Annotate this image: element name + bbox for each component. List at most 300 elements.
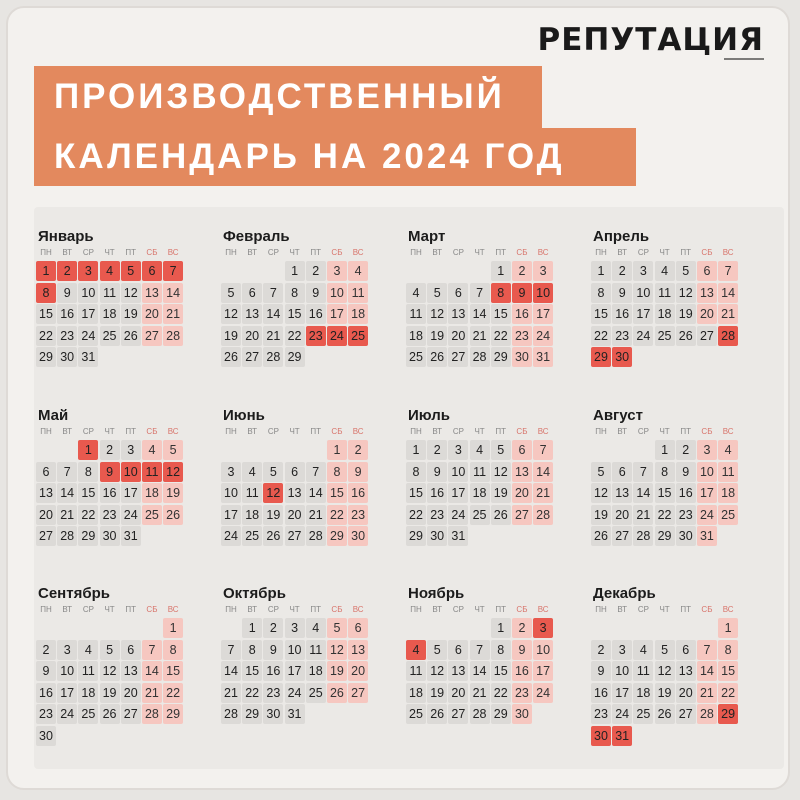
- day-cell: 5: [491, 440, 511, 460]
- holiday-day-cell: 4: [406, 640, 426, 660]
- day-cell: 26: [427, 347, 447, 367]
- day-cell: 18: [655, 304, 675, 324]
- empty-cell: [591, 618, 611, 638]
- weekday-label: СР: [267, 248, 279, 257]
- day-cell: 29: [285, 347, 305, 367]
- day-cell: 19: [121, 304, 141, 324]
- day-cell: 11: [306, 640, 326, 660]
- day-cell: 5: [221, 283, 241, 303]
- day-cell: 28: [633, 526, 653, 546]
- day-cell: 28: [263, 347, 283, 367]
- weekday-label: ЧТ: [104, 605, 115, 614]
- day-cell: 17: [612, 683, 632, 703]
- day-cell: 26: [591, 526, 611, 546]
- weekday-label: ВТ: [432, 248, 443, 257]
- day-cell: 5: [427, 640, 447, 660]
- brand-name: РЕПУТАЦИЯ: [537, 22, 764, 58]
- day-cell: 24: [633, 326, 653, 346]
- day-cell: 24: [612, 704, 632, 724]
- month-name: Май: [38, 407, 69, 424]
- day-cell: 23: [591, 704, 611, 724]
- weekday-label: СБ: [331, 605, 343, 614]
- day-cell: 11: [470, 462, 490, 482]
- month-block: [36, 406, 194, 546]
- day-cell: 2: [306, 261, 326, 281]
- calendar-board: [34, 207, 784, 769]
- weekend-day-cell: 14: [718, 283, 738, 303]
- day-cell: 15: [78, 483, 98, 503]
- day-cell: 6: [36, 462, 56, 482]
- empty-cell: [406, 261, 426, 281]
- weekend-day-cell: 28: [163, 326, 183, 346]
- weekend-day-cell: 3: [327, 261, 347, 281]
- weekday-label: СБ: [516, 427, 528, 436]
- day-cell: 22: [491, 326, 511, 346]
- weekend-day-cell: 3: [697, 440, 717, 460]
- weekend-day-cell: 30: [512, 347, 532, 367]
- weekday-label: ПТ: [680, 605, 692, 614]
- day-cell: 12: [427, 661, 447, 681]
- month-days-grid: [406, 261, 564, 367]
- day-cell: 10: [285, 640, 305, 660]
- day-cell: 4: [633, 640, 653, 660]
- weekday-header: [406, 426, 564, 438]
- day-cell: 17: [78, 304, 98, 324]
- weekend-day-cell: 17: [533, 661, 553, 681]
- day-cell: 29: [78, 526, 98, 546]
- day-cell: 11: [78, 661, 98, 681]
- day-cell: 4: [306, 618, 326, 638]
- day-cell: 5: [263, 462, 283, 482]
- day-cell: 28: [470, 347, 490, 367]
- day-cell: 8: [285, 283, 305, 303]
- day-cell: 22: [491, 683, 511, 703]
- month-name: Декабрь: [593, 585, 656, 602]
- day-cell: 26: [221, 347, 241, 367]
- weekend-day-cell: 27: [348, 683, 368, 703]
- day-cell: 11: [633, 661, 653, 681]
- day-cell: 8: [406, 462, 426, 482]
- day-cell: 9: [591, 661, 611, 681]
- weekend-day-cell: 14: [163, 283, 183, 303]
- weekday-label: ПН: [40, 248, 52, 257]
- day-cell: 16: [427, 483, 447, 503]
- weekend-day-cell: 25: [718, 505, 738, 525]
- weekday-label: ПН: [410, 248, 422, 257]
- day-cell: 9: [427, 462, 447, 482]
- holiday-day-cell: 10: [121, 462, 141, 482]
- day-cell: 9: [676, 462, 696, 482]
- day-cell: 21: [263, 326, 283, 346]
- day-cell: 1: [285, 261, 305, 281]
- brand-logo: [538, 22, 764, 60]
- weekday-label: ЧТ: [659, 427, 670, 436]
- day-cell: 16: [306, 304, 326, 324]
- day-cell: 14: [470, 661, 490, 681]
- weekend-day-cell: 7: [718, 261, 738, 281]
- weekend-day-cell: 5: [163, 440, 183, 460]
- day-cell: 30: [427, 526, 447, 546]
- weekday-header: [406, 247, 564, 259]
- weekday-label: ПТ: [495, 427, 507, 436]
- day-cell: 29: [491, 347, 511, 367]
- day-cell: 5: [427, 283, 447, 303]
- day-cell: 30: [36, 726, 56, 746]
- weekend-day-cell: 26: [327, 683, 347, 703]
- empty-cell: [121, 618, 141, 638]
- month-name: Октябрь: [223, 585, 286, 602]
- weekday-label: СБ: [516, 605, 528, 614]
- weekday-label: ПН: [225, 248, 237, 257]
- day-cell: 16: [676, 483, 696, 503]
- day-cell: 25: [100, 326, 120, 346]
- weekday-header: [36, 604, 194, 616]
- weekend-day-cell: 3: [533, 261, 553, 281]
- day-cell: 30: [100, 526, 120, 546]
- month-days-grid: [406, 440, 564, 546]
- day-cell: 11: [242, 483, 262, 503]
- day-cell: 29: [655, 526, 675, 546]
- weekend-day-cell: 14: [697, 661, 717, 681]
- weekend-day-cell: 30: [348, 526, 368, 546]
- day-cell: 13: [448, 304, 468, 324]
- weekend-day-cell: 18: [348, 304, 368, 324]
- weekday-label: ЧТ: [289, 427, 300, 436]
- day-cell: 14: [57, 483, 77, 503]
- weekday-label: ПН: [595, 605, 607, 614]
- day-cell: 20: [676, 683, 696, 703]
- empty-cell: [221, 618, 241, 638]
- day-cell: 25: [406, 347, 426, 367]
- weekend-day-cell: 13: [697, 283, 717, 303]
- weekday-label: ВТ: [62, 605, 73, 614]
- day-cell: 22: [591, 326, 611, 346]
- weekend-day-cell: 29: [327, 526, 347, 546]
- weekday-label: ПН: [225, 605, 237, 614]
- weekday-label: ВТ: [247, 248, 258, 257]
- day-cell: 18: [406, 326, 426, 346]
- month-block: [591, 584, 749, 746]
- day-cell: 7: [57, 462, 77, 482]
- empty-cell: [242, 261, 262, 281]
- weekday-label: ВС: [537, 427, 549, 436]
- day-cell: 7: [633, 462, 653, 482]
- weekday-label: ВС: [537, 248, 549, 257]
- month-days-grid: [591, 261, 749, 367]
- weekday-label: СБ: [146, 248, 158, 257]
- month-name: Июнь: [223, 407, 265, 424]
- weekend-day-cell: 2: [348, 440, 368, 460]
- day-cell: 3: [121, 440, 141, 460]
- day-cell: 23: [676, 505, 696, 525]
- day-cell: 25: [633, 704, 653, 724]
- day-cell: 27: [697, 326, 717, 346]
- weekend-day-cell: 22: [327, 505, 347, 525]
- day-cell: 3: [633, 261, 653, 281]
- day-cell: 8: [78, 462, 98, 482]
- month-block: [36, 227, 194, 367]
- weekday-header: [591, 426, 749, 438]
- empty-cell: [221, 440, 241, 460]
- month-days-grid: [591, 440, 749, 546]
- day-cell: 27: [448, 704, 468, 724]
- poster: [6, 6, 790, 790]
- holiday-day-cell: 12: [163, 462, 183, 482]
- day-cell: 2: [591, 640, 611, 660]
- day-cell: 11: [406, 304, 426, 324]
- day-cell: 14: [263, 304, 283, 324]
- weekday-header: [221, 247, 379, 259]
- day-cell: 2: [676, 440, 696, 460]
- day-cell: 14: [470, 304, 490, 324]
- weekend-day-cell: 20: [697, 304, 717, 324]
- weekday-label: СР: [637, 427, 649, 436]
- month-block: [221, 227, 379, 367]
- day-cell: 21: [470, 326, 490, 346]
- weekend-day-cell: 6: [512, 440, 532, 460]
- weekend-day-cell: 10: [533, 640, 553, 660]
- day-cell: 9: [263, 640, 283, 660]
- weekend-day-cell: 7: [142, 640, 162, 660]
- weekday-label: СР: [637, 605, 649, 614]
- day-cell: 12: [591, 483, 611, 503]
- day-cell: 5: [676, 261, 696, 281]
- day-cell: 7: [221, 640, 241, 660]
- day-cell: 17: [285, 661, 305, 681]
- day-cell: 19: [263, 505, 283, 525]
- day-cell: 13: [285, 483, 305, 503]
- day-cell: 18: [633, 683, 653, 703]
- empty-cell: [57, 618, 77, 638]
- day-cell: 21: [57, 505, 77, 525]
- empty-cell: [221, 261, 241, 281]
- weekend-day-cell: 24: [533, 683, 553, 703]
- day-cell: 14: [306, 483, 326, 503]
- weekend-day-cell: 2: [512, 261, 532, 281]
- day-cell: 25: [406, 704, 426, 724]
- day-cell: 20: [242, 326, 262, 346]
- weekend-day-cell: 20: [512, 483, 532, 503]
- day-cell: 29: [242, 704, 262, 724]
- day-cell: 23: [263, 683, 283, 703]
- day-cell: 3: [57, 640, 77, 660]
- day-cell: 21: [221, 683, 241, 703]
- day-cell: 28: [470, 704, 490, 724]
- weekday-label: СБ: [701, 605, 713, 614]
- day-cell: 21: [470, 683, 490, 703]
- weekday-label: ПН: [40, 605, 52, 614]
- day-cell: 8: [242, 640, 262, 660]
- weekday-label: ПН: [595, 427, 607, 436]
- weekday-label: СБ: [701, 427, 713, 436]
- day-cell: 8: [655, 462, 675, 482]
- weekday-label: ВС: [352, 427, 364, 436]
- day-cell: 3: [285, 618, 305, 638]
- weekday-label: ВС: [537, 605, 549, 614]
- empty-cell: [612, 440, 632, 460]
- weekday-label: СР: [452, 605, 464, 614]
- holiday-day-cell: 7: [163, 261, 183, 281]
- weekday-label: СР: [82, 427, 94, 436]
- weekend-day-cell: 30: [512, 704, 532, 724]
- day-cell: 13: [36, 483, 56, 503]
- weekend-day-cell: 24: [697, 505, 717, 525]
- day-cell: 28: [221, 704, 241, 724]
- day-cell: 15: [285, 304, 305, 324]
- title-line-1: ПРОИЗВОДСТВЕННЫЙ: [34, 66, 542, 128]
- weekday-label: СР: [82, 605, 94, 614]
- weekday-label: ПТ: [125, 248, 137, 257]
- holiday-day-cell: 23: [306, 326, 326, 346]
- month-days-grid: [36, 618, 194, 746]
- day-cell: 15: [36, 304, 56, 324]
- day-cell: 27: [36, 526, 56, 546]
- day-cell: 22: [78, 505, 98, 525]
- day-cell: 1: [491, 618, 511, 638]
- day-cell: 8: [491, 640, 511, 660]
- weekday-label: СР: [452, 248, 464, 257]
- weekend-day-cell: 18: [718, 483, 738, 503]
- day-cell: 23: [57, 326, 77, 346]
- weekend-day-cell: 23: [348, 505, 368, 525]
- weekend-day-cell: 5: [327, 618, 347, 638]
- day-cell: 17: [633, 304, 653, 324]
- day-cell: 22: [242, 683, 262, 703]
- weekday-header: [591, 247, 749, 259]
- empty-cell: [470, 618, 490, 638]
- weekday-label: ВТ: [62, 248, 73, 257]
- holiday-day-cell: 8: [491, 283, 511, 303]
- day-cell: 30: [263, 704, 283, 724]
- weekend-day-cell: 13: [512, 462, 532, 482]
- day-cell: 24: [78, 326, 98, 346]
- day-cell: 31: [285, 704, 305, 724]
- empty-cell: [612, 618, 632, 638]
- weekday-label: ВС: [722, 605, 734, 614]
- holiday-day-cell: 29: [591, 347, 611, 367]
- weekday-label: СБ: [331, 248, 343, 257]
- holiday-day-cell: 29: [718, 704, 738, 724]
- day-cell: 19: [100, 683, 120, 703]
- day-cell: 1: [591, 261, 611, 281]
- day-cell: 15: [491, 661, 511, 681]
- day-cell: 5: [655, 640, 675, 660]
- day-cell: 15: [591, 304, 611, 324]
- empty-cell: [406, 618, 426, 638]
- day-cell: 19: [427, 326, 447, 346]
- holiday-day-cell: 30: [591, 726, 611, 746]
- day-cell: 19: [427, 683, 447, 703]
- title-line-2: КАЛЕНДАРЬ НА 2024 ГОД: [34, 128, 636, 186]
- weekend-day-cell: 20: [142, 304, 162, 324]
- weekend-day-cell: 19: [163, 483, 183, 503]
- empty-cell: [427, 618, 447, 638]
- weekend-day-cell: 22: [718, 683, 738, 703]
- day-cell: 25: [78, 704, 98, 724]
- day-cell: 6: [448, 283, 468, 303]
- day-cell: 19: [491, 483, 511, 503]
- weekday-label: ВТ: [247, 427, 258, 436]
- day-cell: 17: [121, 483, 141, 503]
- weekend-day-cell: 8: [163, 640, 183, 660]
- holiday-day-cell: 2: [57, 261, 77, 281]
- month-days-grid: [36, 440, 194, 546]
- day-cell: 27: [242, 347, 262, 367]
- weekday-label: ВТ: [247, 605, 258, 614]
- day-cell: 7: [470, 283, 490, 303]
- weekend-day-cell: 24: [533, 326, 553, 346]
- month-days-grid: [591, 618, 749, 746]
- weekday-label: СР: [82, 248, 94, 257]
- month-name: Июль: [408, 407, 450, 424]
- weekend-day-cell: 29: [163, 704, 183, 724]
- month-name: Март: [408, 228, 446, 245]
- month-name: Ноябрь: [408, 585, 465, 602]
- weekday-label: ЧТ: [659, 605, 670, 614]
- weekday-label: СБ: [146, 427, 158, 436]
- day-cell: 2: [612, 261, 632, 281]
- month-block: [406, 227, 564, 367]
- weekend-day-cell: 21: [718, 304, 738, 324]
- empty-cell: [263, 440, 283, 460]
- month-block: [591, 227, 749, 367]
- day-cell: 11: [100, 283, 120, 303]
- holiday-day-cell: 9: [512, 283, 532, 303]
- weekend-day-cell: 4: [348, 261, 368, 281]
- weekday-header: [221, 604, 379, 616]
- day-cell: 28: [306, 526, 326, 546]
- day-cell: 30: [57, 347, 77, 367]
- weekend-day-cell: 16: [348, 483, 368, 503]
- weekend-day-cell: 1: [163, 618, 183, 638]
- empty-cell: [306, 440, 326, 460]
- weekend-day-cell: 22: [163, 683, 183, 703]
- weekend-day-cell: 13: [348, 640, 368, 660]
- month-name: Август: [593, 407, 643, 424]
- weekday-label: ВС: [167, 605, 179, 614]
- weekend-day-cell: 21: [697, 683, 717, 703]
- day-cell: 10: [57, 661, 77, 681]
- weekend-day-cell: 21: [533, 483, 553, 503]
- holiday-day-cell: 31: [612, 726, 632, 746]
- weekday-label: ПН: [595, 248, 607, 257]
- weekday-label: ПН: [225, 427, 237, 436]
- weekday-label: ЧТ: [474, 605, 485, 614]
- day-cell: 12: [221, 304, 241, 324]
- day-cell: 5: [591, 462, 611, 482]
- month-name: Февраль: [223, 228, 290, 245]
- weekday-label: СБ: [516, 248, 528, 257]
- day-cell: 22: [36, 326, 56, 346]
- weekday-label: ВС: [167, 248, 179, 257]
- month-block: [406, 584, 564, 724]
- month-block: [221, 584, 379, 724]
- weekday-label: ВС: [352, 605, 364, 614]
- weekday-label: ПТ: [680, 427, 692, 436]
- day-cell: 12: [676, 283, 696, 303]
- holiday-day-cell: 4: [100, 261, 120, 281]
- day-cell: 3: [221, 462, 241, 482]
- day-cell: 19: [591, 505, 611, 525]
- day-cell: 10: [633, 283, 653, 303]
- day-cell: 16: [591, 683, 611, 703]
- weekend-day-cell: 16: [512, 304, 532, 324]
- holiday-day-cell: 8: [36, 283, 56, 303]
- weekend-day-cell: 23: [512, 326, 532, 346]
- day-cell: 9: [57, 283, 77, 303]
- day-cell: 13: [242, 304, 262, 324]
- month-days-grid: [221, 618, 379, 724]
